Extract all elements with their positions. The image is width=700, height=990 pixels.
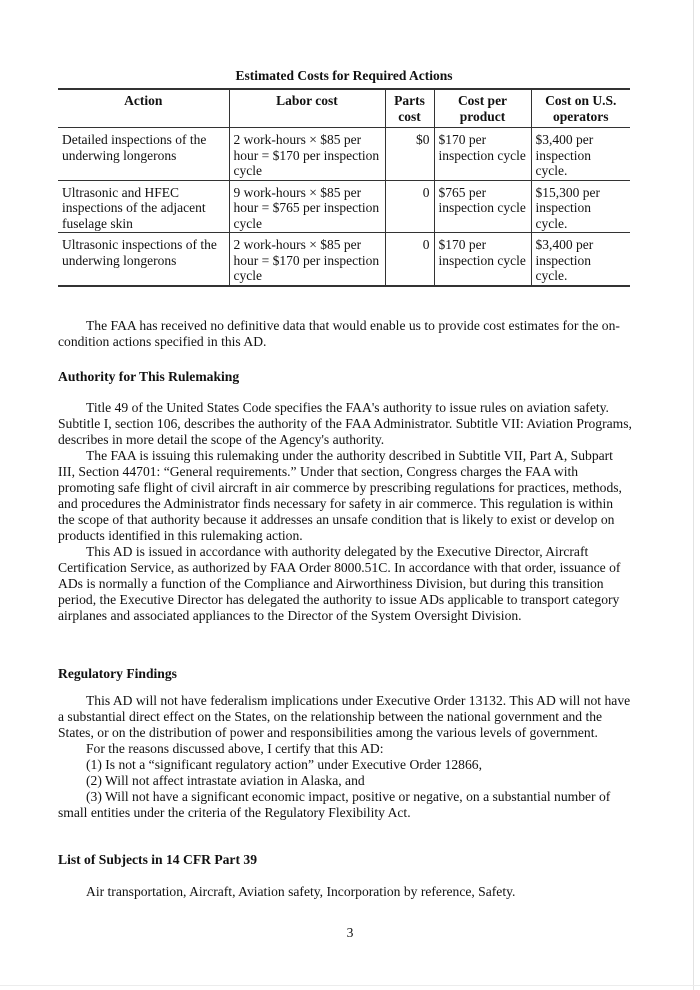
cell-cost-us-operators: $15,300 per inspection cycle. [531, 180, 630, 233]
cell-cost-us-operators: $3,400 per inspection cycle. [531, 233, 630, 286]
authority-section [58, 400, 632, 624]
cell-labor-cost: 2 work-hours × $85 per hour = $170 per inspection cycle [229, 233, 385, 286]
header-action: Action [58, 89, 229, 128]
findings-list-item: (1) Is not a “significant regulatory action” under Executive Order 12866, [86, 757, 482, 772]
cost-table [58, 88, 630, 287]
findings-heading: Regulatory Findings [58, 666, 177, 681]
authority-heading: Authority for This Rulemaking [58, 369, 240, 384]
table-header-row [58, 89, 630, 128]
header-labor-cost: Labor cost [229, 89, 385, 128]
cell-parts-cost: $0 [385, 128, 434, 181]
cell-cost-us-operators: $3,400 per inspection cycle. [531, 128, 630, 181]
cell-cost-per-product: $170 per inspection cycle [434, 128, 531, 181]
authority-paragraph: This AD is issued in accordance with authority delegated by the Executive Director, Aircraft Certification Service, as authorized by FAA Order 8000.51C. In accordance with that order, issuance of ADs is normally a function of the Compliance and Airworthiness Division, but during this transition period, the Executive Director has delegated the authority to issue ADs applicable to transport category airplanes and associated appliances to the Director of the System Oversight Division. [58, 544, 621, 623]
header-cost-per-product: Cost per product [434, 89, 531, 128]
cell-labor-cost: 2 work-hours × $85 per hour = $170 per inspection cycle [229, 128, 385, 181]
subjects-text: Air transportation, Aircraft, Aviation safety, Incorporation by reference, Safety. [86, 884, 516, 899]
subjects-section [58, 884, 632, 900]
page-edge [693, 0, 694, 990]
cell-cost-per-product: $765 per inspection cycle [434, 180, 531, 233]
intro-section [58, 318, 632, 350]
findings-paragraph: This AD will not have federalism implications under Executive Order 13132. This AD will not have a substantial direct effect on the States, on the relationship between the national government and the States, or on the distribution of power and responsibilities among the various levels of government. [58, 693, 631, 740]
cell-parts-cost: 0 [385, 180, 434, 233]
intro-paragraph: The FAA has received no definitive data that would enable us to provide cost estimates for the on-condition actions specified in this AD. [58, 318, 620, 349]
authority-paragraph: The FAA is issuing this rulemaking under the authority described in Subtitle VII, Part A, Subpart III, Section 44701: “General requirements.” Under that section, Congress charges the FAA with promoting safe flight of civil aircraft in air commerce by prescribing regulations for practices, methods, and procedures the Administrator finds necessary for safety in air commerce. This regulation is within the scope of that authority because it addresses an unsafe condition that is likely to exist or develop on products identified in this rulemaking action. [58, 448, 622, 543]
table-row [58, 233, 630, 286]
findings-list-item: (3) Will not have a significant economic impact, positive or negative, on a substantial number of small entities under the criteria of the Regulatory Flexibility Act. [58, 789, 611, 820]
header-parts-cost: Parts cost [385, 89, 434, 128]
cell-labor-cost: 9 work-hours × $85 per hour = $765 per inspection cycle [229, 180, 385, 233]
table-title: Estimated Costs for Required Actions [235, 68, 453, 83]
page-number: 3 [346, 925, 354, 940]
findings-list-item: (2) Will not affect intrastate aviation in Alaska, and [86, 773, 365, 788]
cell-action: Detailed inspections of the underwing longerons [58, 128, 229, 181]
page-bottom-edge [0, 985, 700, 986]
subjects-heading: List of Subjects in 14 CFR Part 39 [58, 852, 257, 867]
table-row [58, 128, 630, 181]
cell-action: Ultrasonic inspections of the underwing longerons [58, 233, 229, 286]
header-cost-us-operators: Cost on U.S. operators [531, 89, 630, 128]
cell-action: Ultrasonic and HFEC inspections of the adjacent fuselage skin [58, 180, 229, 233]
findings-paragraph: For the reasons discussed above, I certify that this AD: [86, 741, 384, 756]
authority-paragraph: Title 49 of the United States Code specifies the FAA's authority to issue rules on aviation safety. Subtitle I, section 106, describes the authority of the FAA Administrator. Subtitle VII: Aviation Programs, describes in more detail the scope of the Agency's authority. [58, 400, 632, 447]
cell-cost-per-product: $170 per inspection cycle [434, 233, 531, 286]
findings-section [58, 693, 632, 821]
cell-parts-cost: 0 [385, 233, 434, 286]
table-row [58, 180, 630, 233]
